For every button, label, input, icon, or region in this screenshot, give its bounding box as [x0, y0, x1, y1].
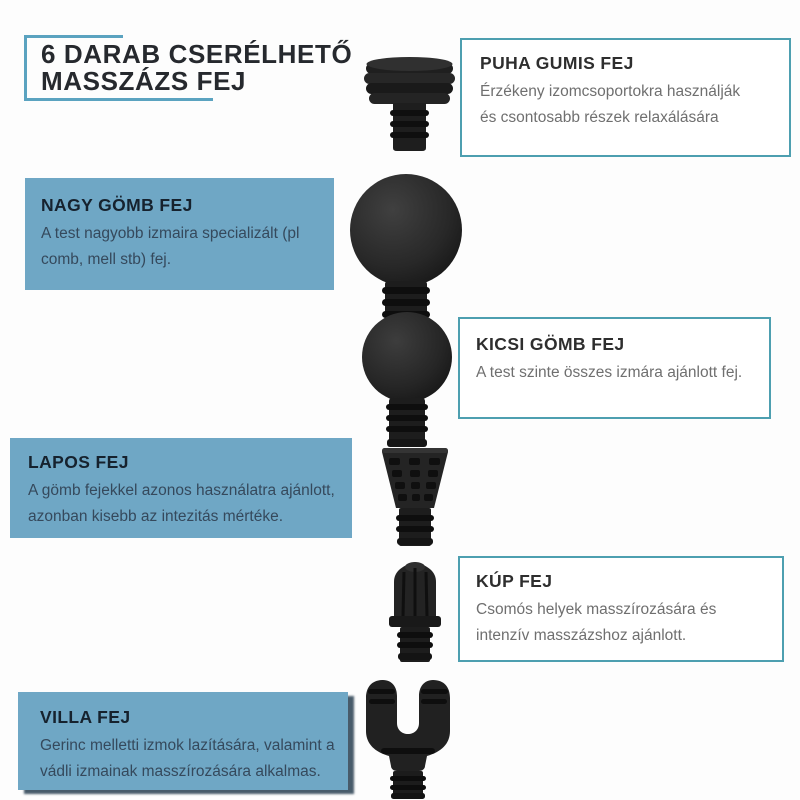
card-title: PUHA GUMIS FEJ	[480, 53, 634, 73]
cone-head-icon	[381, 560, 449, 664]
panel-nagy-gomb-fej	[25, 178, 334, 290]
card-title: KÚP FEJ	[476, 571, 553, 591]
page-title-line1: 6 DARAB CSERÉLHETŐ	[41, 39, 353, 69]
panel-body: Gerinc melletti izmok lazítására, valamint a vádli izmainak masszírozására alkalmas.	[40, 737, 335, 780]
panel-body: A gömb fejekkel azonos használatra ajánlott, azonban kisebb az intezitás mértéke.	[28, 482, 335, 525]
panel-title: LAPOS FEJ	[28, 452, 129, 472]
panel-body: A test nagyobb izmaira specializált (pl comb, mell stb) fej.	[41, 225, 300, 268]
flat-head-icon	[372, 448, 458, 548]
small-ball-head-icon	[357, 312, 457, 452]
card-kicsi-gomb-fej	[458, 317, 771, 419]
panel-villa-fej	[18, 692, 348, 790]
card-kup-fej	[458, 556, 784, 662]
page-title	[41, 41, 371, 95]
card-title: KICSI GÖMB FEJ	[476, 334, 625, 354]
title-frame-top	[24, 35, 123, 38]
panel-title: NAGY GÖMB FEJ	[41, 195, 193, 215]
card-body: Csomós helyek masszírozására és intenzív masszázshoz ajánlott.	[476, 601, 717, 644]
card-body: Érzékeny izomcsoportokra használják és csontosabb részek relaxálására	[480, 83, 741, 126]
title-frame-left	[24, 35, 27, 101]
flat-rubber-head-icon	[362, 55, 457, 152]
large-ball-head-icon	[347, 173, 465, 331]
fork-head-icon	[357, 676, 459, 800]
card-body: A test szinte összes izmára ajánlott fej.	[476, 364, 743, 381]
panel-lapos-fej	[10, 438, 352, 538]
card-puha-gumis-fej	[460, 38, 791, 157]
title-frame-bottom	[24, 98, 213, 101]
page-title-line2: MASSZÁZS FEJ	[41, 66, 247, 96]
panel-title: VILLA FEJ	[40, 707, 131, 727]
